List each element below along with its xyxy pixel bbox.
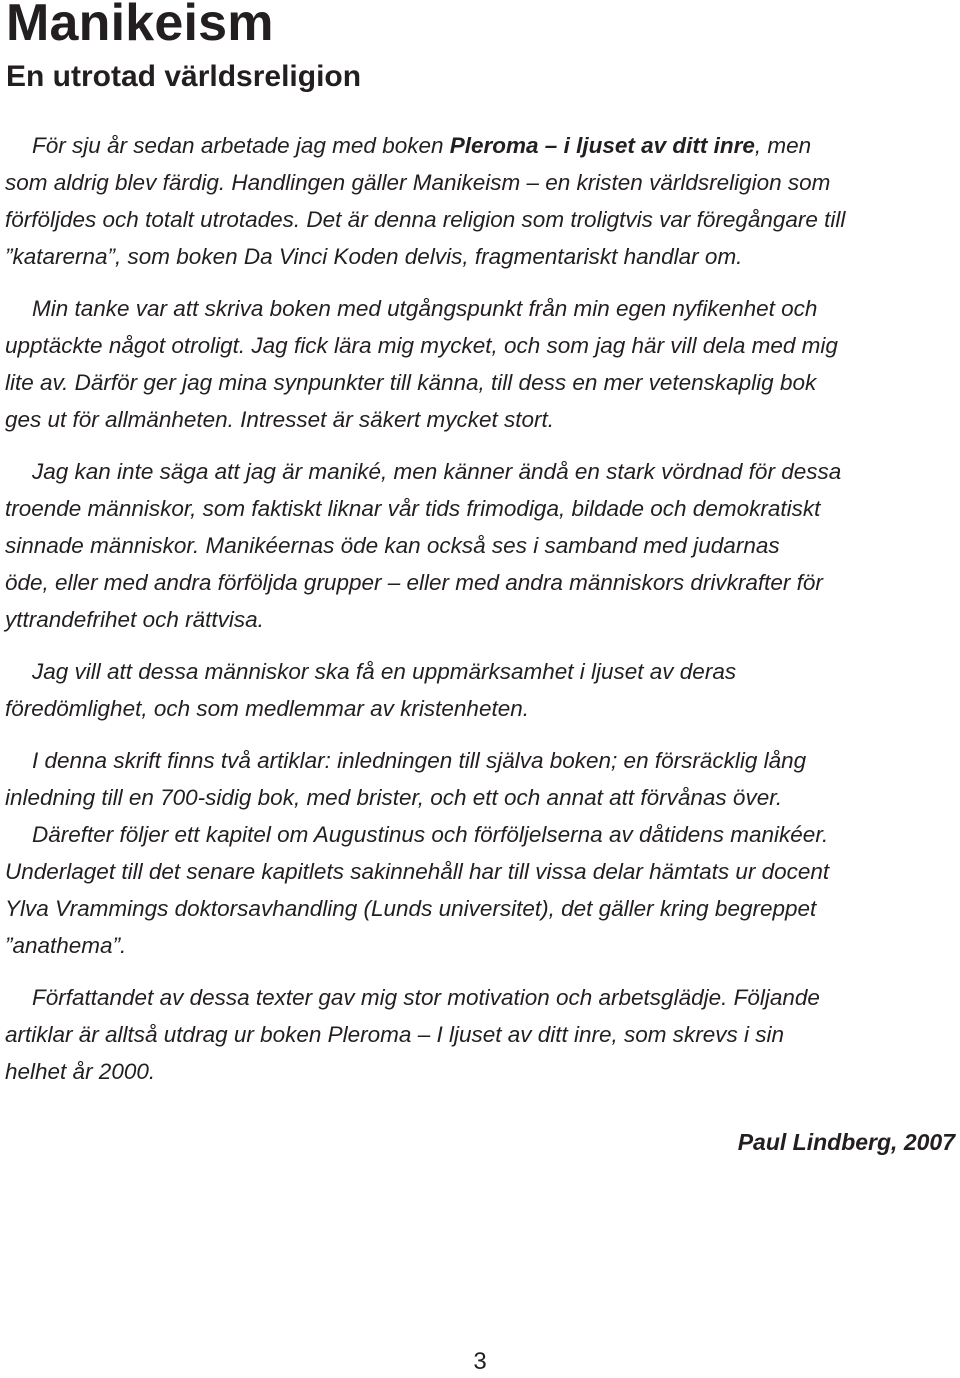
text-line: ges ut för allmänheten. Intresset är säkert mycket stort. [5,407,554,432]
paragraph [5,127,960,275]
text-line: Min tanke var att skriva boken med utgångspunkt från min egen nyfikenhet och [32,296,818,321]
paragraph [5,816,960,964]
text-line: troende människor, som faktiskt liknar vår tids frimodiga, bildade och demokratiskt [5,496,821,521]
text-segment: , men [754,133,812,158]
paragraph [5,453,960,638]
text-line: lite av. Därför ger jag mina synpunkter till känna, till dess en mer vetenskaplig bok [5,370,817,395]
text-line: Därefter följer ett kapitel om Augustinus och förföljelserna av dåtidens manikéer. [32,822,829,847]
text-segment: För sju år sedan arbetade jag med boken [32,133,450,158]
paragraph [5,290,960,438]
text-line: ”katarerna”, som boken Da Vinci Koden delvis, fragmentariskt handlar om. [5,244,743,269]
text-line: föredömlighet, och som medlemmar av kristenheten. [5,696,529,721]
text-line: sinnade människor. Manikéernas öde kan också ses i samband med judarnas [5,533,780,558]
page-number: 3 [473,1348,487,1375]
text-line: Författandet av dessa texter gav mig stor motivation och arbetsglädje. Följande [32,985,820,1010]
text-line: I denna skrift finns två artiklar: inledningen till själva boken; en försräcklig lång [32,748,807,773]
paragraph [5,742,960,816]
text-line: förföljdes och totalt utrotades. Det är denna religion som troligtvis var föregångare till [5,207,846,232]
text-line: ”anathema”. [5,933,127,958]
page-subtitle: En utrotad världsreligion [6,60,362,93]
text-line: yttrandefrihet och rättvisa. [5,607,264,632]
book-title: Pleroma – i ljuset av ditt inre [449,133,755,158]
text-line: inledning till en 700-sidig bok, med brister, och ett och annat att förvånas över. [5,785,783,810]
paragraph [5,979,960,1090]
author-signature: Paul Lindberg, 2007 [737,1129,955,1155]
text-line: helhet år 2000. [5,1059,156,1084]
text-line: Underlaget till det senare kapitlets sakinnehåll har till vissa delar hämtats ur docent [5,859,830,884]
text-line: Jag vill att dessa människor ska få en uppmärksamhet i ljuset av deras [32,659,737,684]
paragraph [5,653,960,727]
page-title: Manikeism [6,0,274,52]
body-text [5,127,960,1105]
text-line: artiklar är alltså utdrag ur boken Pleroma – I ljuset av ditt inre, som skrevs i sin [5,1022,785,1047]
text-line: Jag kan inte säga att jag är maniké, men känner ändå en stark vördnad för dessa [32,459,842,484]
text-line: öde, eller med andra förföljda grupper – eller med andra människors drivkrafter för [5,570,823,595]
text-line: upptäckte något otroligt. Jag fick lära mig mycket, och som jag här vill dela med mig [5,333,838,358]
text-line [5,127,960,164]
text-line: Ylva Vrammings doktorsavhandling (Lunds universitet), det gäller kring begreppet [5,896,817,921]
text-line: som aldrig blev färdig. Handlingen gäller Manikeism – en kristen världsreligion som [5,170,831,195]
